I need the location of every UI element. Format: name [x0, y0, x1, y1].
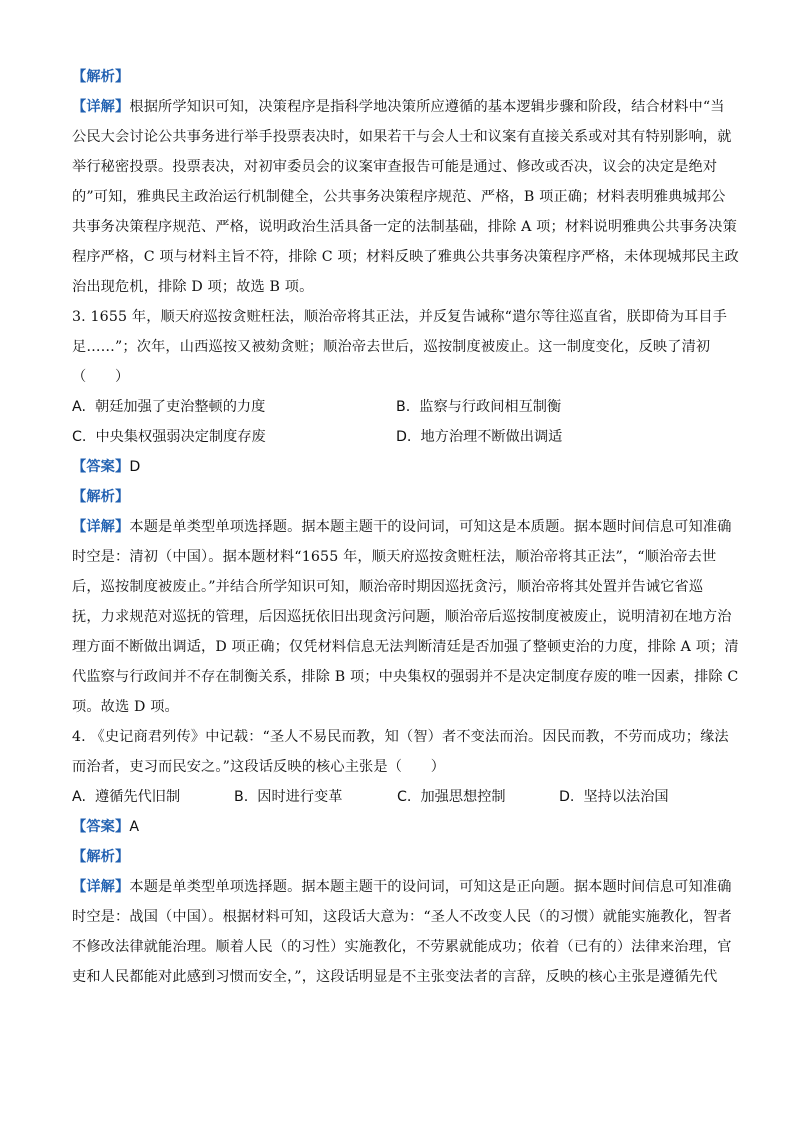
- q3-answer-tag: 【答案】: [72, 459, 130, 475]
- q3-option-b-text: 监察与行政间相互制衡: [419, 399, 562, 415]
- q3-option-a: [72, 392, 265, 422]
- q2-detail-text-1: 根据所学知识可知，决策程序是指科学地决策所应遵循的基本逻辑步骤和阶段，结合材料中“当: [129, 99, 725, 115]
- q4-option-a-letter: A.: [72, 789, 86, 805]
- q4-option-d-letter: D.: [559, 789, 575, 805]
- q4-option-c: [397, 782, 506, 812]
- q3-option-b: [396, 392, 561, 422]
- q2-analysis-heading: [72, 62, 724, 92]
- q3-detail-line-2: 时空是：清初（中国）。据本题材料“1655 年，顺天府巡按贪赃枉法，顺治帝将其正法”，“顺治帝去世: [72, 549, 717, 565]
- q3-detail-line-1: [72, 512, 732, 542]
- q4-options-row: [72, 782, 724, 812]
- q4-option-d-text: 坚持以法治国: [583, 789, 669, 805]
- q4-detail-tag: 【详解】: [72, 879, 130, 895]
- q3-stem-line-3: （ ）: [72, 369, 130, 385]
- q4-detail-line-4: 吏和人民都能对此感到习惯而安全，”，这段话明显是不主张变法者的言辞，反映的核心主张是遵循先代: [72, 969, 718, 985]
- q3-answer: [72, 452, 724, 482]
- q2-detail-line-6: 程序严格，C 项与材料主旨不符，排除 C 项；材料反映了雅典公共事务决策程序严格，未体现城邦民主政: [72, 249, 739, 265]
- q4-option-a-text: 遵循先代旧制: [95, 789, 181, 805]
- q3-option-d-letter: D.: [396, 429, 412, 445]
- q4-answer: [72, 812, 724, 842]
- q4-answer-value: A: [129, 819, 140, 835]
- q3-option-b-letter: B.: [396, 399, 411, 415]
- q4-detail-line-3: 不修改法律就能治理。顺着人民（的习性）实施教化，不劳累就能成功；依着（已有的）法律来治理，官: [72, 939, 732, 955]
- q3-option-c: [72, 422, 266, 452]
- q2-detail-line-2: 公民大会讨论公共事务进行举手投票表决时，如果若干与会人士和议案有直接关系或对其有特别影响，就: [72, 129, 732, 145]
- q3-option-a-letter: A.: [72, 399, 86, 415]
- q3-stem-line-2: 足……”；次年，山西巡按又被劾贪赃；顺治帝去世后，巡按制度被废止。这一制度变化，反映了清初: [72, 339, 711, 355]
- q4-option-c-text: 加强思想控制: [420, 789, 506, 805]
- q4-option-c-letter: C.: [397, 789, 412, 805]
- q3-analysis-tag: 【解析】: [72, 489, 130, 505]
- q4-stem-line-1: 4. 《史记商君列传》中记载：“圣人不易民而教，知（智）者不变法而治。因民而教，不劳而成功；缘法: [72, 729, 729, 745]
- q4-analysis-tag: 【解析】: [72, 849, 130, 865]
- q4-option-b: [234, 782, 342, 812]
- q2-detail-line-5: 共事务决策程序规范、严格，说明政治生活具备一定的法制基础，排除 A 项；材料说明雅典公共事务决策: [72, 219, 737, 235]
- q3-option-c-text: 中央集权强弱决定制度存废: [95, 429, 266, 445]
- q3-option-d-text: 地方治理不断做出调适: [420, 429, 563, 445]
- q4-option-a: [72, 782, 180, 812]
- q2-detail-line-3: 举行秘密投票。投票表决，对初审委员会的议案审查报告可能是通过、修改或否决，议会的决定是绝对: [72, 159, 718, 175]
- q3-option-c-letter: C.: [72, 429, 87, 445]
- q2-detail-tag: 【详解】: [72, 99, 130, 115]
- q4-detail-text-1: 本题是单类型单项选择题。据本题主题干的设问词，可知这是正向题。据本题时间信息可知准确: [129, 879, 732, 895]
- q4-option-b-text: 因时进行变革: [257, 789, 343, 805]
- q3-detail-text-1: 本题是单类型单项选择题。据本题主题干的设问词，可知这是本质题。据本题时间信息可知准确: [129, 519, 732, 535]
- q2-detail-line-7: 治出现危机，排除 D 项；故选 B 项。: [72, 279, 314, 295]
- q3-detail-line-6: 代监察与行政间并不存在制衡关系，排除 B 项；中央集权的强弱并不是决定制度存废的唯一因素，排除 C: [72, 669, 739, 685]
- q3-answer-value: D: [129, 459, 141, 475]
- q4-detail-line-2: 时空是：战国（中国）。根据材料可知，这段话大意为：“圣人不改变人民（的习惯）就能实施教化，智者: [72, 909, 732, 925]
- q3-detail-line-4: 抚，力求规范对巡抚的管理，后因巡抚依旧出现贪污问题，顺治帝后巡按制度被废止，说明清初在地方治: [72, 609, 732, 625]
- q4-option-d: [559, 782, 669, 812]
- q3-options-row-2: [72, 422, 724, 452]
- q3-option-d: [396, 422, 562, 452]
- q3-detail-tag: 【详解】: [72, 519, 130, 535]
- q4-option-b-letter: B.: [234, 789, 249, 805]
- q2-detail-line-4: 的”可知，雅典民主政治运行机制健全，公共事务决策程序规范、严格，B 项正确；材料表明雅典城邦公: [72, 189, 726, 205]
- q3-options-row-1: [72, 392, 724, 422]
- q4-analysis-heading: [72, 842, 724, 872]
- q3-detail-line-7: 项。故选 D 项。: [72, 699, 179, 715]
- q4-stem-line-2: 而治者，吏习而民安之。”这段话反映的核心主张是（ ）: [72, 759, 446, 775]
- document-page: [72, 62, 739, 992]
- q3-stem-line-1: 3. 1655 年，顺天府巡按贪赃枉法，顺治帝将其正法，并反复告诫称“遣尔等往巡直省，朕即倚为耳目手: [72, 309, 728, 325]
- q3-detail-line-3: 后，巡按制度被废止。”并结合所学知识可知，顺治帝时期因巡抚贪污，顺治帝将其处置并告诫它省巡: [72, 579, 704, 595]
- q4-answer-tag: 【答案】: [72, 819, 130, 835]
- q2-analysis-tag: 【解析】: [72, 69, 130, 85]
- q4-detail-line-1: [72, 872, 732, 902]
- q3-analysis-heading: [72, 482, 724, 512]
- q2-detail-line-1: [72, 92, 724, 122]
- q3-detail-line-5: 理方面不断做出调适，D 项正确；仅凭材料信息无法判断清廷是否加强了整顿吏治的力度，排除 A 项；清: [72, 639, 739, 655]
- q3-option-a-text: 朝廷加强了吏治整顿的力度: [95, 399, 266, 415]
